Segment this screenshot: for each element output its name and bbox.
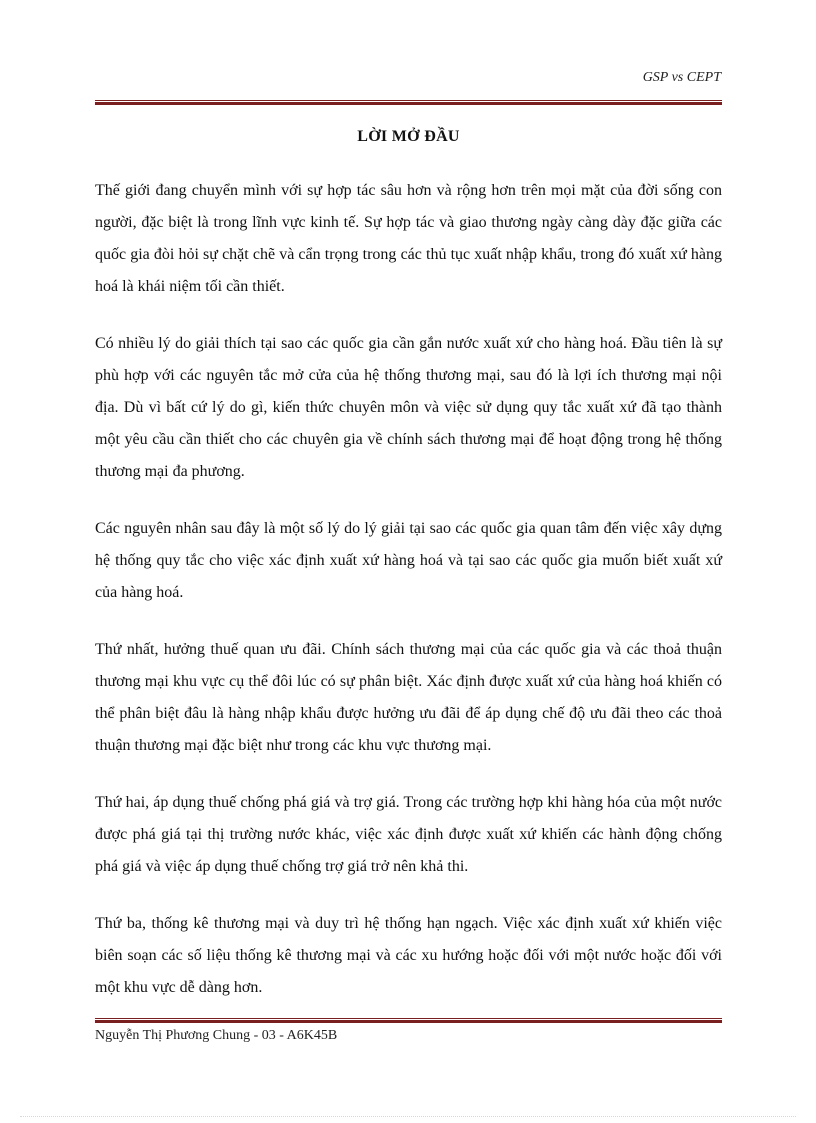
header-rule-thick	[95, 102, 722, 105]
footer-author: Nguyễn Thị Phương Chung - 03 - A6K45B	[95, 1028, 338, 1043]
page-bottom-divider	[20, 1116, 796, 1117]
header-rule	[95, 100, 722, 105]
paragraph-3: Các nguyên nhân sau đây là một số lý do lý giải tại sao các quốc gia quan tâm đến việc xây dựng hệ thống quy tắc cho việc xác định xuất xứ hàng hoá và tại sao các quốc gia muốn biết xuất xứ của hàng hoá.	[95, 520, 722, 601]
paragraph-2: Có nhiều lý do giải thích tại sao các quốc gia cần gắn nước xuất xứ cho hàng hoá. Đầu tiên là sự phù hợp với các nguyên tắc mở cửa của hệ thống thương mại, sau đó là lợi ích thương mại nội địa. Dù vì bất cứ lý do gì, kiến thức chuyên môn và việc sử dụng quy tắc xuất xứ đã tạo thành một yêu cầu cần thiết cho các chuyên gia về chính sách thương mại để hoạt động trong hệ thống thương mại đa phương.	[95, 335, 722, 480]
paragraph-5: Thứ hai, áp dụng thuế chống phá giá và trợ giá. Trong các trường hợp khi hàng hóa của một nước được phá giá tại thị trường nước khác, việc xác định được xuất xứ khiến các hành động chống phá giá và việc áp dụng thuế chống trợ giá trở nên khả thi.	[95, 794, 722, 875]
header-title: GSP vs CEPT	[642, 70, 721, 85]
document-body	[95, 175, 722, 1029]
footer-rule-thin	[95, 1018, 722, 1019]
footer-rule-thick	[95, 1020, 722, 1023]
footer-rule	[95, 1018, 722, 1023]
header-rule-thin	[95, 100, 722, 101]
paragraph-4: Thứ nhất, hưởng thuế quan ưu đãi. Chính sách thương mại của các quốc gia và các thoả thuận thương mại khu vực cụ thể đôi lúc có sự phân biệt. Xác định được xuất xứ của hàng hoá khiến có thể phân biệt đâu là hàng nhập khẩu được hưởng ưu đãi để áp dụng chế độ ưu đãi theo các thoả thuận thương mại đặc biệt như trong các khu vực thương mại.	[95, 641, 722, 754]
paragraph-1: Thế giới đang chuyển mình với sự hợp tác sâu hơn và rộng hơn trên mọi mặt của đời sống con người, đặc biệt là trong lĩnh vực kinh tế. Sự hợp tác và giao thương ngày càng dày đặc giữa các quốc gia đòi hỏi sự chặt chẽ và cẩn trọng trong các thủ tục xuất nhập khẩu, trong đó xuất xứ hàng hoá là khái niệm tối cần thiết.	[95, 182, 722, 295]
page-title: LỜI MỞ ĐẦU	[357, 128, 460, 145]
paragraph-6: Thứ ba, thống kê thương mại và duy trì hệ thống hạn ngạch. Việc xác định xuất xứ khiến việc biên soạn các số liệu thống kê thương mại và các xu hướng hoặc đối với một nước hoặc đối với một khu vực dễ dàng hơn.	[95, 915, 722, 996]
